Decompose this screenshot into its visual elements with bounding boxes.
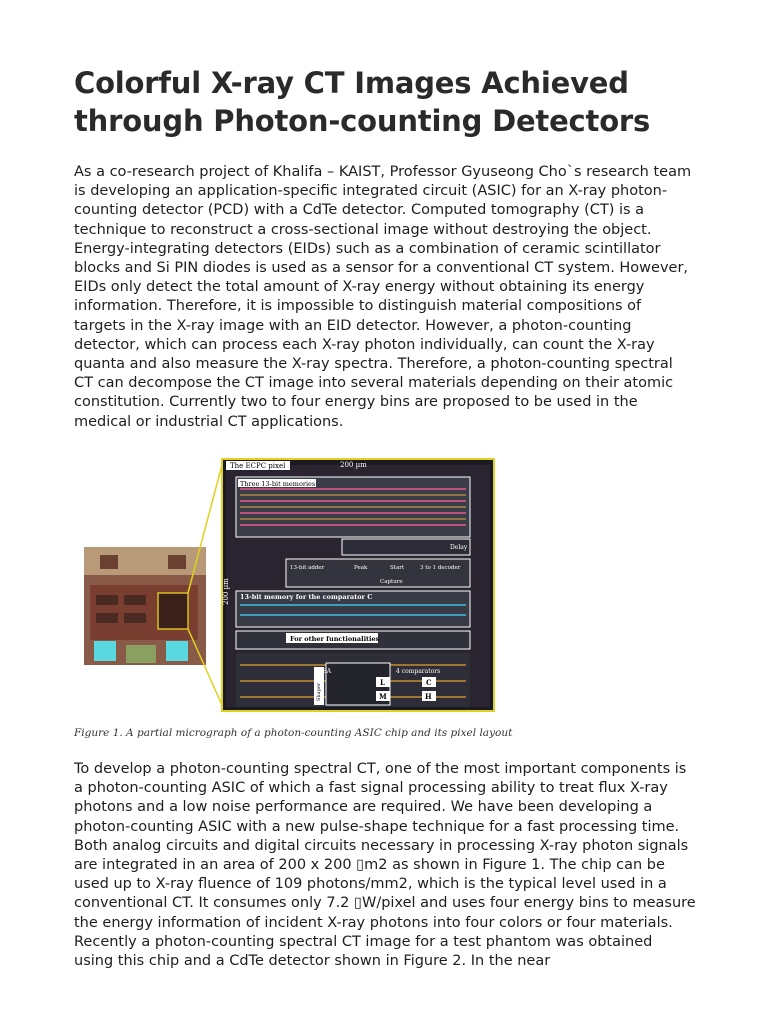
article-title: Colorful X-ray CT Images Achieved through Photon-counting Detectors [74,66,651,138]
figure-1 [80,455,500,715]
label-other: For other functionalities [290,635,380,643]
label-csa: CSA [318,668,332,675]
label-capture: Capture [380,579,403,585]
label-memory-c: 13-bit memory for the comparator C [240,593,373,601]
figure-caption: Figure 1. A partial micrograph of a photon-counting ASIC chip and its pixel layout [74,727,513,739]
bin-c: C [426,678,432,687]
chip-micrograph [84,547,206,665]
label-width: 200 µm [340,461,367,469]
figure-1-image [80,455,500,715]
label-decoder: 3 to 1 decoder [420,565,461,571]
label-shaper: Shaper [316,682,322,701]
bin-l: L [380,678,385,687]
label-start: Start [390,565,405,571]
bin-h: H [425,692,432,701]
label-height: 200 µm [222,578,230,605]
label-delay: Delay [450,544,468,551]
paragraph-intro: As a co-research project of Khalifa – KAIST, Professor Gyuseong Cho`s research team is developing an application-specific integrated circuit (ASIC) for an X-ray photon-counting detector (PCD) with a CdTe detector. Computed tomography (CT) is a technique to reconstruct a cross-sectional image without destroying the object. Energy-integrating detectors (EIDs) such as a combination of ceramic scintillator blocks and Si PIN diodes is used as a sensor for a conventional CT system. However, EIDs only detect the total amount of X-ray energy without obtaining its energy information. Therefore, it is impossible to distinguish material compositions of targets in the X-ray image with an EID detector. However, a photon-counting detector, which can process each X-ray photon individually, can count the X-ray quanta and also measure the X-ray spectra. Therefore, a photon-counting spectral CT can decompose the CT image into several materials depending on their atomic constitution. Currently two to four energy bins are proposed to be used in the medical or industrial CT applications. [74,164,692,430]
label-pixel: The ECPC pixel [230,462,286,470]
bin-m: M [379,692,387,701]
label-peak: Peak [354,565,368,571]
pixel-layout [222,459,494,711]
paragraph-development: To develop a photon-counting spectral CT, one of the most important components is a photon-counting ASIC of which a fast signal processing ability to treat flux X-ray photons and a low noise performance are required. We have been developing a photon-counting ASIC with a new pulse-shape technique for a fast processing time. Both analog circuits and digital circuits necessary in processing X-ray photon signals are integrated in an area of 200 x 200 ▯m2 as shown in Figure 1. The chip can be used up to X-ray fluence of 109 photons/mm2, which is the typical level used in a conventional CT. It consumes only 7.2 ▯W/pixel and uses four energy bins to measure the energy information of incident X-ray photons into four colors or four materials. Recently a photon-counting spectral CT image for a test phantom was obtained using this chip and a CdTe detector shown in Figure 2. In the near [74,761,696,970]
label-comparators: 4 comparators [396,668,441,675]
label-memories: Three 13-bit memories [240,480,316,488]
label-adder: 13-bit adder [290,565,325,571]
